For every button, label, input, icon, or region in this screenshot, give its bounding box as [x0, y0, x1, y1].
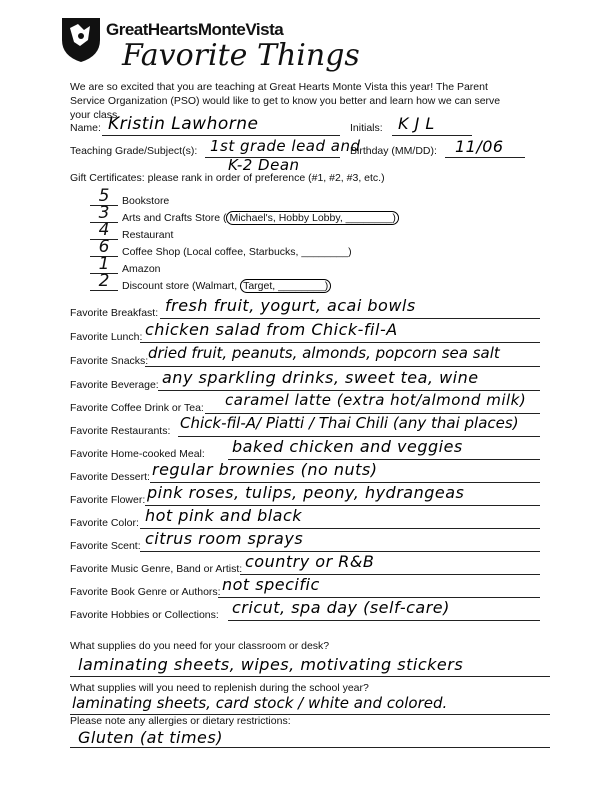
favorite-value: cricut, spa day (self-care) — [232, 598, 450, 617]
birthday-label: Birthday (MM/DD): — [350, 145, 437, 157]
grade-value-line2: K-2 Dean — [228, 156, 300, 174]
gift-extra: Michael's, Hobby Lobby, ________) — [226, 211, 398, 225]
gift-label: Discount store (Walmart, — [122, 280, 241, 292]
favorite-value: Chick-fil-A/ Piatti / Thai Chili (any thai places) — [180, 414, 519, 432]
question-answer: laminating sheets, wipes, motivating stickers — [78, 655, 464, 674]
question-label: What supplies will you need to replenish during the school year? — [70, 682, 369, 694]
favorite-value: any sparkling drinks, sweet tea, wine — [162, 368, 479, 387]
favorite-label: Favorite Beverage: — [70, 379, 159, 391]
gift-label: Amazon — [122, 263, 161, 275]
intro-text: We are so excited that you are teaching at Great Hearts Monte Vista this year! The Parent Service Organization (PSO) would like to get to know you better and learn how we can serve your class. — [70, 81, 501, 121]
favorite-value: hot pink and black — [145, 506, 303, 525]
favorite-label: Favorite Scent: — [70, 540, 141, 552]
favorite-value: dried fruit, peanuts, almonds, popcorn sea salt — [148, 344, 500, 362]
favorite-label: Favorite Music Genre, Band or Artist: — [70, 563, 243, 575]
name-value: Kristin Lawhorne — [108, 114, 259, 134]
org-name: GreatHeartsMonteVista — [106, 20, 284, 39]
gift-extra: Target, ________) — [240, 279, 331, 293]
gift-label: Coffee Shop (Local coffee, Starbucks, ________) — [122, 246, 352, 258]
gift-rank: 1 — [98, 254, 110, 274]
favorite-value: caramel latte (extra hot/almond milk) — [225, 391, 527, 409]
favorite-value: country or R&B — [245, 552, 375, 571]
gift-rank: 2 — [98, 271, 110, 291]
favorite-label: Favorite Hobbies or Collections: — [70, 609, 219, 621]
grade-value-line1: 1st grade lead and — [210, 137, 361, 155]
favorite-label: Favorite Snacks: — [70, 355, 149, 367]
favorite-value: fresh fruit, yogurt, acai bowls — [165, 296, 416, 315]
question-label: What supplies do you need for your classroom or desk? — [70, 640, 330, 652]
gift-label: Restaurant — [122, 229, 174, 241]
favorite-value: not specific — [222, 575, 320, 594]
favorite-value: pink roses, tulips, peony, hydrangeas — [147, 483, 465, 502]
gift-rank: 3 — [98, 203, 110, 223]
initials-value: K J L — [398, 114, 435, 133]
favorite-label: Favorite Book Genre or Authors: — [70, 586, 221, 598]
form-title: Favorite Things — [122, 38, 360, 73]
favorite-label: Favorite Coffee Drink or Tea: — [70, 402, 204, 414]
favorite-value: citrus room sprays — [145, 529, 304, 548]
birthday-value: 11/06 — [455, 137, 504, 156]
question-label: Please note any allergies or dietary restrictions: — [70, 715, 291, 727]
favorite-label: Favorite Lunch: — [70, 331, 143, 343]
gift-rank: 4 — [98, 220, 110, 240]
favorite-label: Favorite Flower: — [70, 494, 146, 506]
favorite-label: Favorite Breakfast: — [70, 307, 159, 319]
grade-label: Teaching Grade/Subject(s): — [70, 145, 198, 157]
favorite-value: baked chicken and veggies — [232, 437, 463, 456]
school-crest-logo — [58, 14, 104, 64]
initials-label: Initials: — [350, 122, 383, 134]
favorite-label: Favorite Dessert: — [70, 471, 150, 483]
question-answer: laminating sheets, card stock / white and colored. — [72, 694, 448, 712]
favorite-label: Favorite Restaurants: — [70, 425, 171, 437]
favorite-label: Favorite Color: — [70, 517, 139, 529]
gift-heading: Gift Certificates: please rank in order of preference (#1, #2, #3, etc.) — [70, 172, 385, 184]
favorite-value: regular brownies (no nuts) — [152, 460, 378, 479]
question-answer: Gluten (at times) — [78, 728, 223, 747]
gift-label: Arts and Crafts Store ( — [122, 212, 227, 224]
favorite-value: chicken salad from Chick-fil-A — [145, 320, 398, 339]
gift-rank: 5 — [98, 186, 110, 206]
name-label: Name: — [70, 122, 101, 134]
favorite-label: Favorite Home-cooked Meal: — [70, 448, 205, 460]
gift-label: Bookstore — [122, 195, 170, 207]
gift-rank: 6 — [98, 237, 110, 257]
